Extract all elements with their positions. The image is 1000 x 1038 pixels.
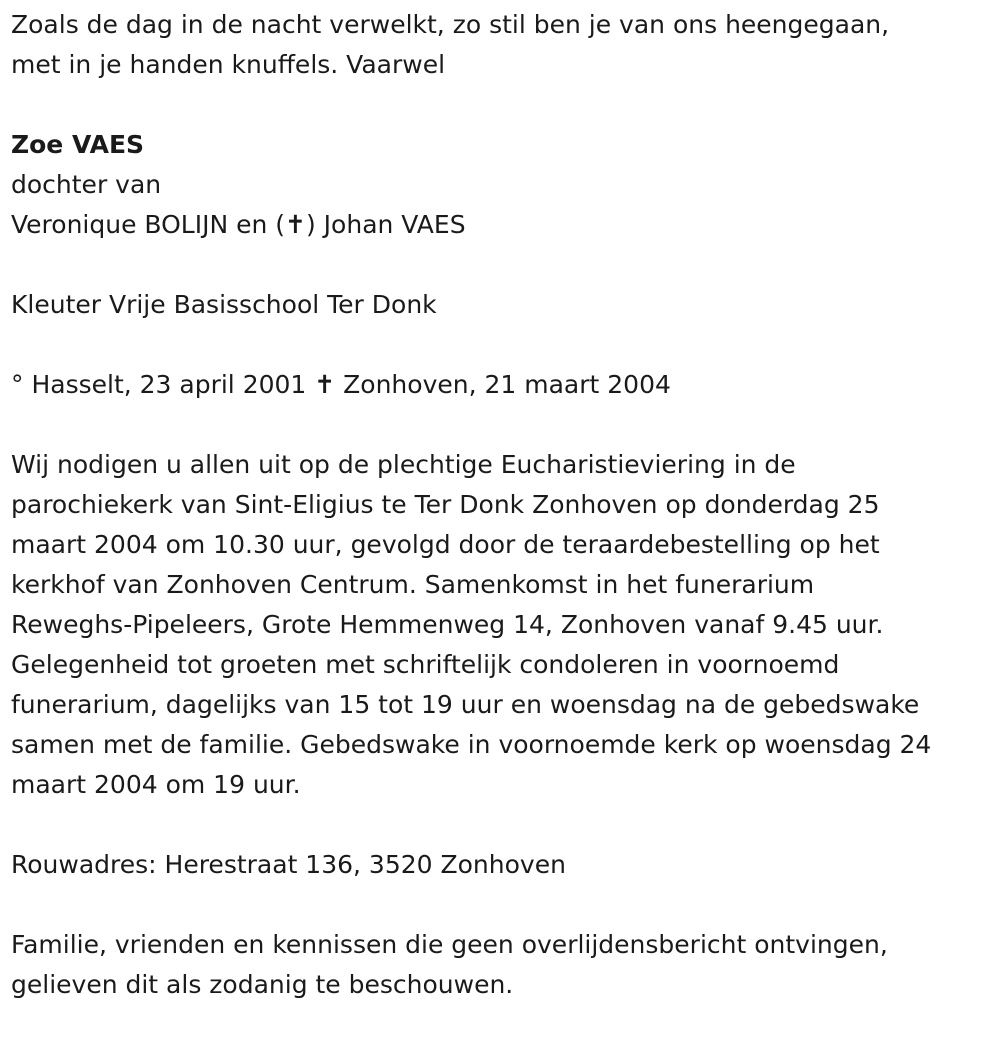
school-text: Kleuter Vrije Basisschool Ter Donk: [11, 290, 437, 319]
invitation-line: Wij nodigen u allen uit op de plechtige Eucharistieviering in de: [11, 450, 796, 479]
invitation-line: maart 2004 om 10.30 uur, gevolgd door de teraardebestelling op het: [11, 530, 880, 559]
invitation-line: parochiekerk van Sint-Eligius te Ter Donk Zonhoven op donderdag 25: [11, 490, 880, 519]
relation-text: dochter van: [11, 170, 162, 199]
spacer: [11, 85, 991, 125]
invitation-line: samen met de familie. Gebedswake in voornoemde kerk op woensdag 24: [11, 730, 932, 759]
parents-text: Veronique BOLIJN en (✝) Johan VAES: [11, 210, 466, 239]
closing-paragraph: [11, 925, 991, 1005]
verse: [11, 5, 991, 85]
spacer: [11, 885, 991, 925]
obituary-notice: [11, 5, 991, 1005]
verse-line: Zoals de dag in de nacht verwelkt, zo stil ben je van ons heengegaan,: [11, 10, 890, 39]
invitation-line: maart 2004 om 19 uur.: [11, 770, 301, 799]
invitation-line: kerkhof van Zonhoven Centrum. Samenkomst in het funerarium: [11, 570, 815, 599]
spacer: [11, 405, 991, 445]
invitation-line: Gelegenheid tot groeten met schriftelijk condoleren in voornoemd: [11, 650, 840, 679]
invitation-line: funerarium, dagelijks van 15 tot 19 uur en woensdag na de gebedswake: [11, 690, 920, 719]
verse-line: met in je handen knuffels. Vaarwel: [11, 50, 446, 79]
birth-death-dates: ° Hasselt, 23 april 2001 ✝ Zonhoven, 21 maart 2004: [11, 370, 671, 399]
mourning-address: Rouwadres: Herestraat 136, 3520 Zonhoven: [11, 850, 566, 879]
closing-line: gelieven dit als zodanig te beschouwen.: [11, 970, 514, 999]
invitation-paragraph: [11, 445, 991, 805]
spacer: [11, 325, 991, 365]
deceased-name: Zoe VAES: [11, 130, 145, 159]
invitation-line: Reweghs-Pipeleers, Grote Hemmenweg 14, Zonhoven vanaf 9.45 uur.: [11, 610, 884, 639]
spacer: [11, 245, 991, 285]
closing-line: Familie, vrienden en kennissen die geen overlijdensbericht ontvingen,: [11, 930, 888, 959]
spacer: [11, 805, 991, 845]
